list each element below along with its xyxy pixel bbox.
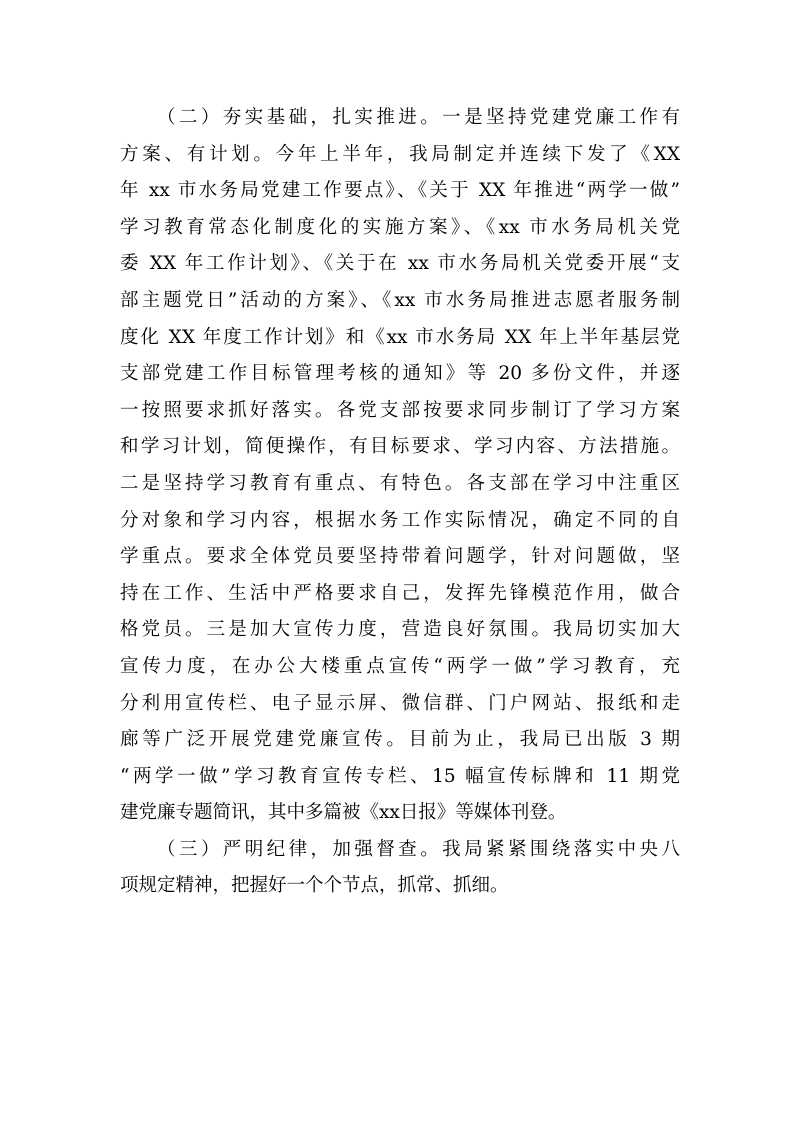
text-line: 支部党建工作目标管理考核的通知》等 20 多份文件，并逐 (120, 363, 680, 385)
text-line: 持在工作、生活中严格要求自己，发挥先锋模范作用，做合 (120, 582, 680, 604)
text-line: 建党廉专题简讯，其中多篇被《xx日报》等媒体刊登。 (120, 802, 567, 824)
text-line: 一按照要求抓好落实。各党支部按要求同步制订了学习方案 (120, 399, 680, 421)
text-line: 部主题党日”活动的方案》、《xx 市水务局推进志愿者服务制 (120, 289, 680, 311)
text-line: 格党员。三是加大宣传力度，营造良好氛围。我局切实加大 (120, 619, 680, 641)
text-line: 分利用宣传栏、电子显示屏、微信群、门户网站、报纸和走 (120, 692, 680, 714)
text-line: 学重点。要求全体党员要坚持带着问题学，针对问题做，坚 (120, 546, 680, 568)
text-line: （二）夯实基础，扎实推进。一是坚持党建党廉工作有 (157, 107, 680, 128)
text-line: 项规定精神，把握好一个个节点，抓常、抓细。 (120, 875, 509, 897)
text-line: 分对象和学习内容，根据水务工作实际情况，确定不同的自 (120, 509, 680, 531)
text-line: 方案、有计划。今年上半年，我局制定并连续下发了《XX (120, 143, 680, 165)
text-line: 学习教育常态化制度化的实施方案》、《xx 市水务局机关党 (120, 216, 680, 238)
text-line: 年 xx 市水务局党建工作要点》、《关于 XX 年推进“两学一做” (120, 180, 680, 202)
text-line: 度化 XX 年度工作计划》和《xx 市水务局 XX 年上半年基层党 (120, 326, 680, 348)
text-line: 和学习计划，简便操作，有目标要求、学习内容、方法措施。 (120, 436, 680, 458)
text-line: 委 XX 年工作计划》、《关于在 xx 市水务局机关党委开展“支 (120, 253, 680, 275)
text-line: 宣传力度，在办公大楼重点宣传“两学一做”学习教育，充 (120, 655, 680, 677)
text-line: （三）严明纪律，加强督查。我局紧紧围绕落实中央八 (157, 838, 680, 860)
text-line: 二是坚持学习教育有重点、有特色。各支部在学习中注重区 (120, 472, 680, 494)
text-line: “两学一做”学习教育宣传专栏、15 幅宣传标牌和 11 期党 (120, 765, 680, 787)
document-body (120, 100, 680, 905)
text-line: 廊等广泛开展党建党廉宣传。目前为止，我局已出版 3 期 (120, 729, 680, 751)
